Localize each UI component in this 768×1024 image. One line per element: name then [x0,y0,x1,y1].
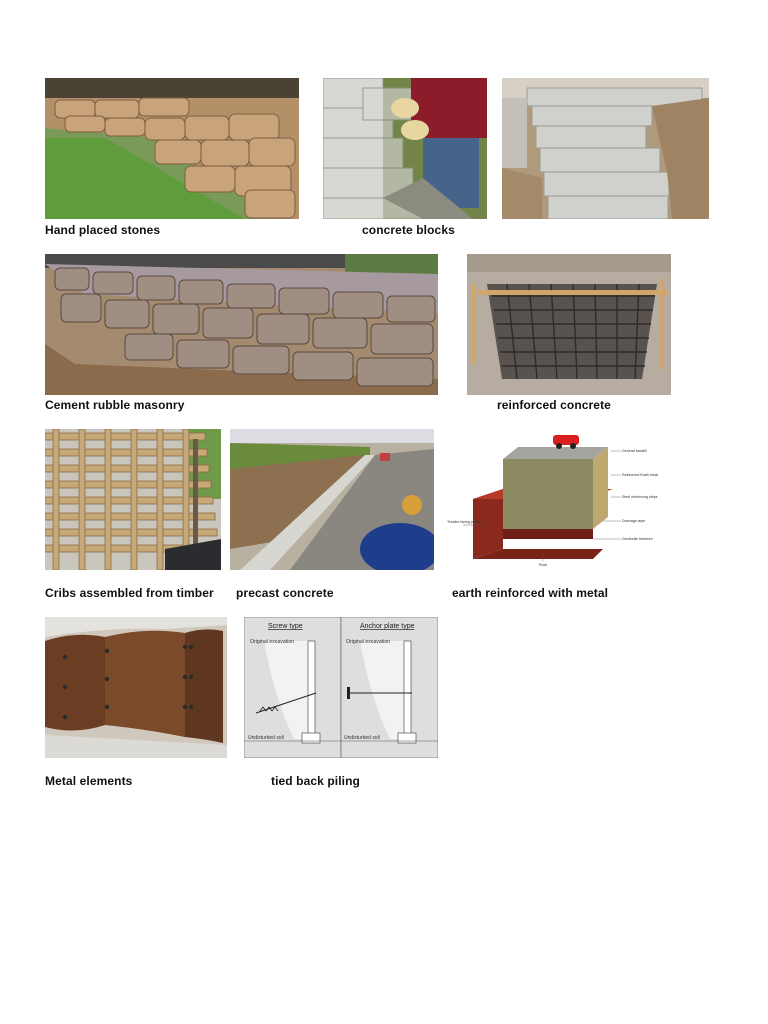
caption-reinforced-concrete: reinforced concrete [497,398,611,412]
svg-text:Reinforced Earth block: Reinforced Earth block [622,473,659,477]
piling-right-excavation-label: Original excavation [346,639,391,645]
svg-text:Steel reinforcing strips: Steel reinforcing strips [622,495,658,499]
caption-earth-reinforced-metal: earth reinforced with metal [452,586,609,600]
piling-screw-title: Screw type [268,623,303,630]
caption-tied-back-piling: tied back piling [271,774,360,788]
piling-left-excavation-label: Original excavation [250,639,295,645]
reinforced-concrete-photo [467,254,671,395]
caption-hand-placed-stones: Hand placed stones [45,223,161,237]
caption-precast-concrete: precast concrete [236,586,334,600]
piling-left-soil-label: Undisturbed soil [248,735,284,741]
precast-concrete-photo [230,429,434,570]
caption-cribs-timber: Cribs assembled from timber [45,586,214,600]
svg-text:Rock: Rock [539,563,548,567]
timber-crib-photo [45,429,221,570]
caption-metal-elements: Metal elements [45,774,133,788]
caption-cement-rubble-masonry: Cement rubble masonry [45,398,185,412]
tied-back-piling-diagram [244,617,438,758]
concrete-block-steps-photo [502,78,709,219]
concrete-blocks-photo [323,78,487,219]
caption-concrete-blocks: concrete blocks [362,223,455,237]
earth-label-general-backfill: General backfill [622,449,647,453]
svg-text:Geotextile between: Geotextile between [622,537,653,541]
svg-text:Tensiler facing panels: Tensiler facing panels [447,520,482,524]
earth-reinforced-metal-diagram [443,429,659,570]
metal-elements-photo [45,617,227,758]
piling-right-soil-label: Undisturbed soil [344,735,380,741]
svg-text:Drainage layer: Drainage layer [622,519,646,523]
hand-placed-stones-photo [45,78,299,219]
cement-rubble-masonry-photo [45,254,438,395]
piling-anchor-title: Anchor plate type [360,623,415,630]
